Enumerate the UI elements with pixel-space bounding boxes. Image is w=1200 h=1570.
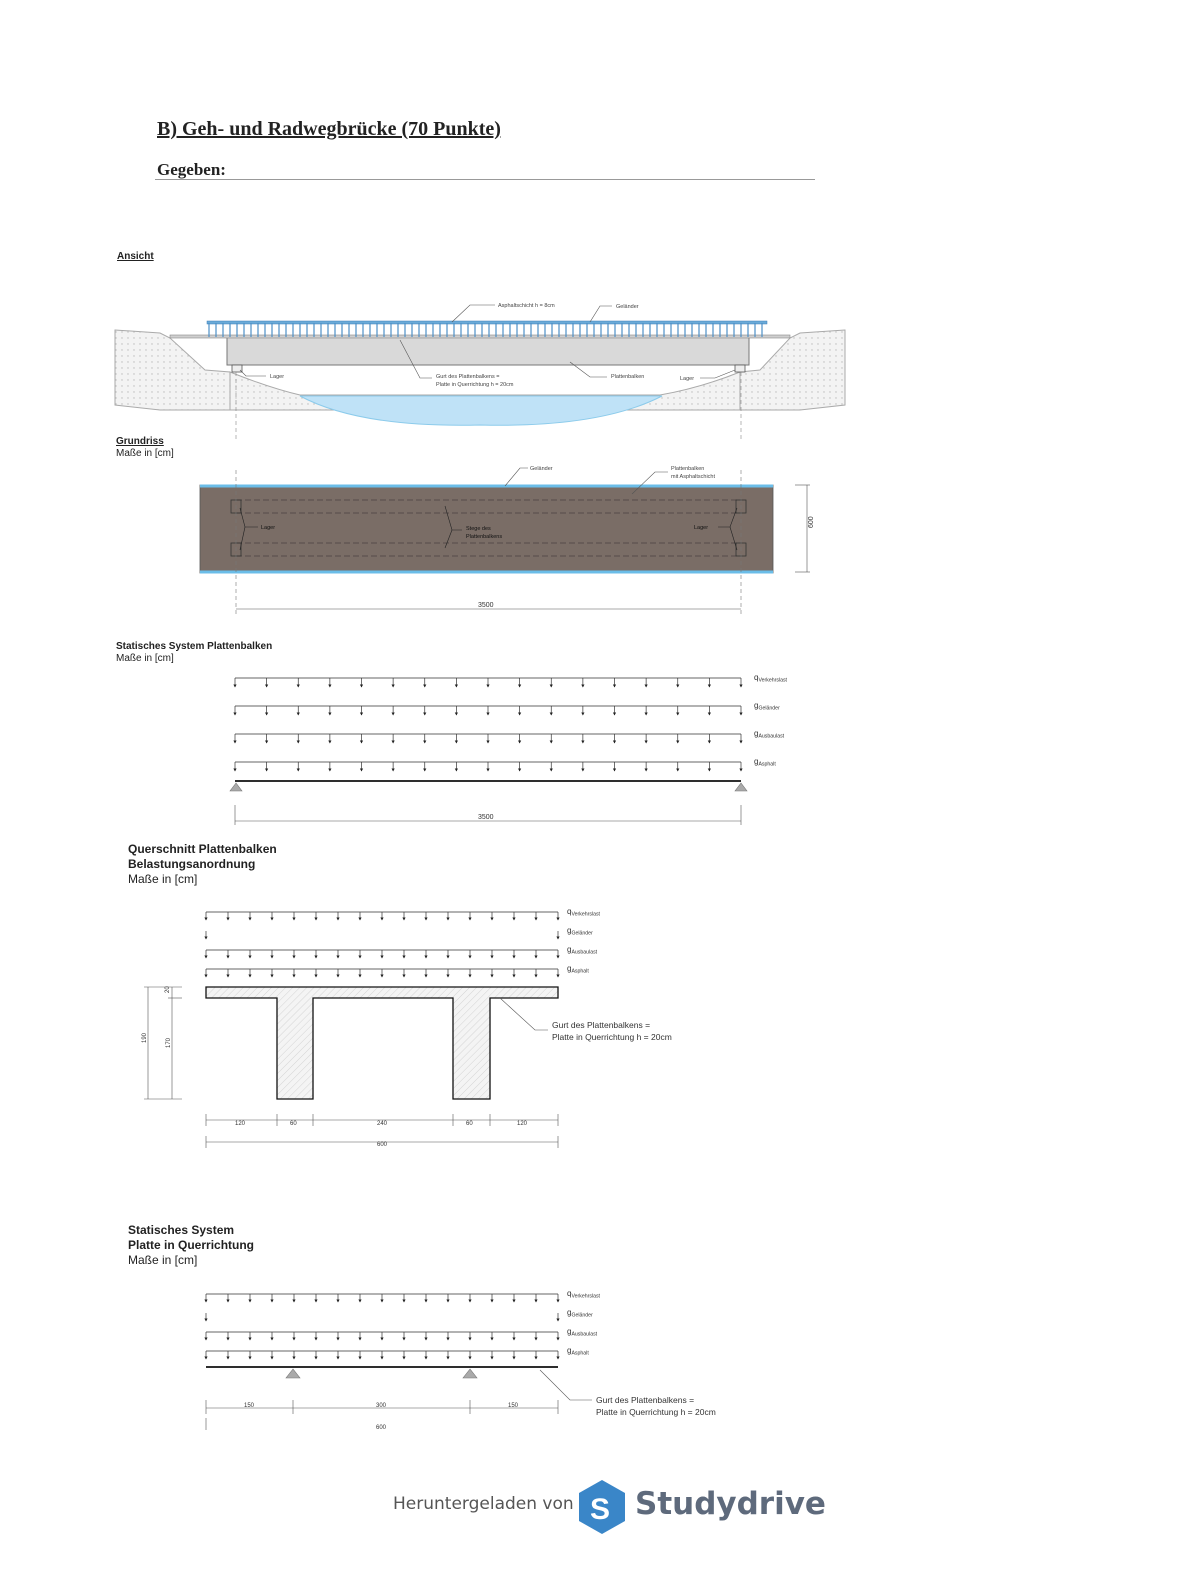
dim-b-60b: 60 <box>466 1121 473 1127</box>
label-gelaender-plan: Geländer <box>530 466 553 472</box>
dim-b-600: 600 <box>377 1142 388 1148</box>
dim-pl-150a: 150 <box>244 1403 255 1409</box>
label-gurt-1: Gurt des Plattenbalkens = <box>436 374 500 380</box>
pl-load-row-0 <box>204 1289 600 1303</box>
dim-b-240: 240 <box>377 1121 388 1127</box>
svg-text:S: S <box>590 1493 611 1526</box>
pl-load-row-3 <box>204 1346 589 1360</box>
system-pb-drawing <box>0 665 900 835</box>
label-stege-1: Stege des <box>466 526 491 532</box>
label-pb-1: Plattenbalken <box>671 466 705 472</box>
qs-load-label-2: gAusbaulast <box>567 945 598 956</box>
system-platte-units: Maße in [cm] <box>128 1253 198 1267</box>
t-beam-section <box>206 987 558 1099</box>
pl-load-label-3: gAsphalt <box>567 1346 589 1357</box>
heading-rule <box>155 179 815 180</box>
footer-text: Heruntergeladen von <box>393 1494 574 1514</box>
label-pb-2: mit Asphaltschicht <box>671 474 716 480</box>
studydrive-logo-icon <box>576 1478 628 1536</box>
water <box>300 396 662 425</box>
pb-load-label-1: gGeländer <box>754 701 780 712</box>
dim-pl-150b: 150 <box>508 1403 519 1409</box>
label-lager-plan-right: Lager <box>694 525 709 531</box>
page-title: B) Geh- und Radwegbrücke (70 Punkte) <box>157 118 501 140</box>
ansicht-drawing <box>0 290 900 440</box>
dim-20: 20 <box>165 986 171 993</box>
pb-load-label-3: gAsphalt <box>754 757 776 768</box>
plattenbalken <box>227 337 749 365</box>
pb-load-row-0 <box>233 673 787 688</box>
pl-load-label-1: gGeländer <box>567 1308 593 1319</box>
querschnitt-drawing <box>0 900 900 1155</box>
dim-b-120a: 120 <box>235 1121 246 1127</box>
system-pb-units: Maße in [cm] <box>116 653 174 664</box>
label-gelaender: Geländer <box>616 304 639 310</box>
label-lager-right: Lager <box>680 376 695 382</box>
querschnitt-title: Querschnitt Plattenbalken Belastungsanordnung Maße in [cm] <box>128 842 277 886</box>
dim-170: 170 <box>166 1037 172 1048</box>
dim-pl-300: 300 <box>376 1403 387 1409</box>
ground-right <box>740 330 845 410</box>
qs-load-row-1 <box>204 926 593 940</box>
dim-width-600: 600 <box>808 516 815 528</box>
qs-gurt-2: Platte in Querrichtung h = 20cm <box>552 1032 672 1042</box>
pl-gurt-1: Gurt des Plattenbalkens = <box>596 1395 695 1405</box>
qs-load-row-3 <box>204 964 589 978</box>
label-asphalt: Asphaltschicht h = 8cm <box>498 303 555 309</box>
given-heading: Gegeben: <box>157 160 226 179</box>
lager-right-shape <box>735 365 745 372</box>
qs-load-label-3: gAsphalt <box>567 964 589 975</box>
qs-load-row-2 <box>204 945 597 959</box>
pl-gurt-2: Platte in Querrichtung h = 20cm <box>596 1407 716 1417</box>
support-right <box>735 783 747 791</box>
dim-span-3500: 3500 <box>478 814 494 821</box>
label-lager-plan-left: Lager <box>261 525 276 531</box>
grundriss-units: Maße in [cm] <box>116 448 174 459</box>
qs-load-label-0: qVerkehrslast <box>567 907 600 918</box>
dim-190: 190 <box>142 1032 148 1043</box>
pb-load-row-1 <box>233 701 780 716</box>
dim-pl-600: 600 <box>376 1425 387 1431</box>
gelaender-top <box>207 321 767 324</box>
label-stege-2: Plattenbalkens <box>466 534 503 540</box>
pl-load-row-1 <box>204 1308 593 1322</box>
pb-load-label-2: gAusbaulast <box>754 729 785 740</box>
dim-b-120b: 120 <box>517 1121 528 1127</box>
label-plattenbalken: Plattenbalken <box>611 374 645 380</box>
dim-length-3500: 3500 <box>478 602 494 609</box>
system-platte-title: Statisches System Platte in Querrichtung Maße in [cm] <box>128 1223 255 1267</box>
qs-gurt-1: Gurt des Plattenbalkens = <box>552 1020 651 1030</box>
querschnitt-units: Maße in [cm] <box>128 872 198 886</box>
grundriss-title: Grundriss Maße in [cm] <box>116 436 174 459</box>
pl-load-row-2 <box>204 1327 597 1341</box>
ground-left <box>115 330 230 410</box>
platte-support-right <box>463 1369 477 1378</box>
label-gurt-2: Platte in Querrichtung h = 20cm <box>436 382 514 388</box>
platte-support-left <box>286 1369 300 1378</box>
footer <box>393 1478 826 1538</box>
ansicht-title: Ansicht <box>117 251 154 262</box>
pb-load-row-2 <box>233 729 784 744</box>
footer-brand: Studydrive <box>635 1486 826 1522</box>
qs-load-row-0 <box>204 907 600 921</box>
pl-load-label-2: gAusbaulast <box>567 1327 598 1338</box>
system-platte-drawing <box>0 1283 900 1433</box>
qs-load-label-1: gGeländer <box>567 926 593 937</box>
system-pb-title: Statisches System Plattenbalken Maße in [cm] <box>116 641 273 664</box>
label-lager-left: Lager <box>270 374 285 380</box>
support-left <box>230 783 242 791</box>
lager-left-shape <box>232 365 242 372</box>
dim-b-60a: 60 <box>290 1121 297 1127</box>
pl-load-label-0: qVerkehrslast <box>567 1289 600 1300</box>
grundriss-drawing <box>0 460 900 620</box>
pb-load-label-0: qVerkehrslast <box>754 673 787 684</box>
pb-load-row-3 <box>233 757 776 772</box>
